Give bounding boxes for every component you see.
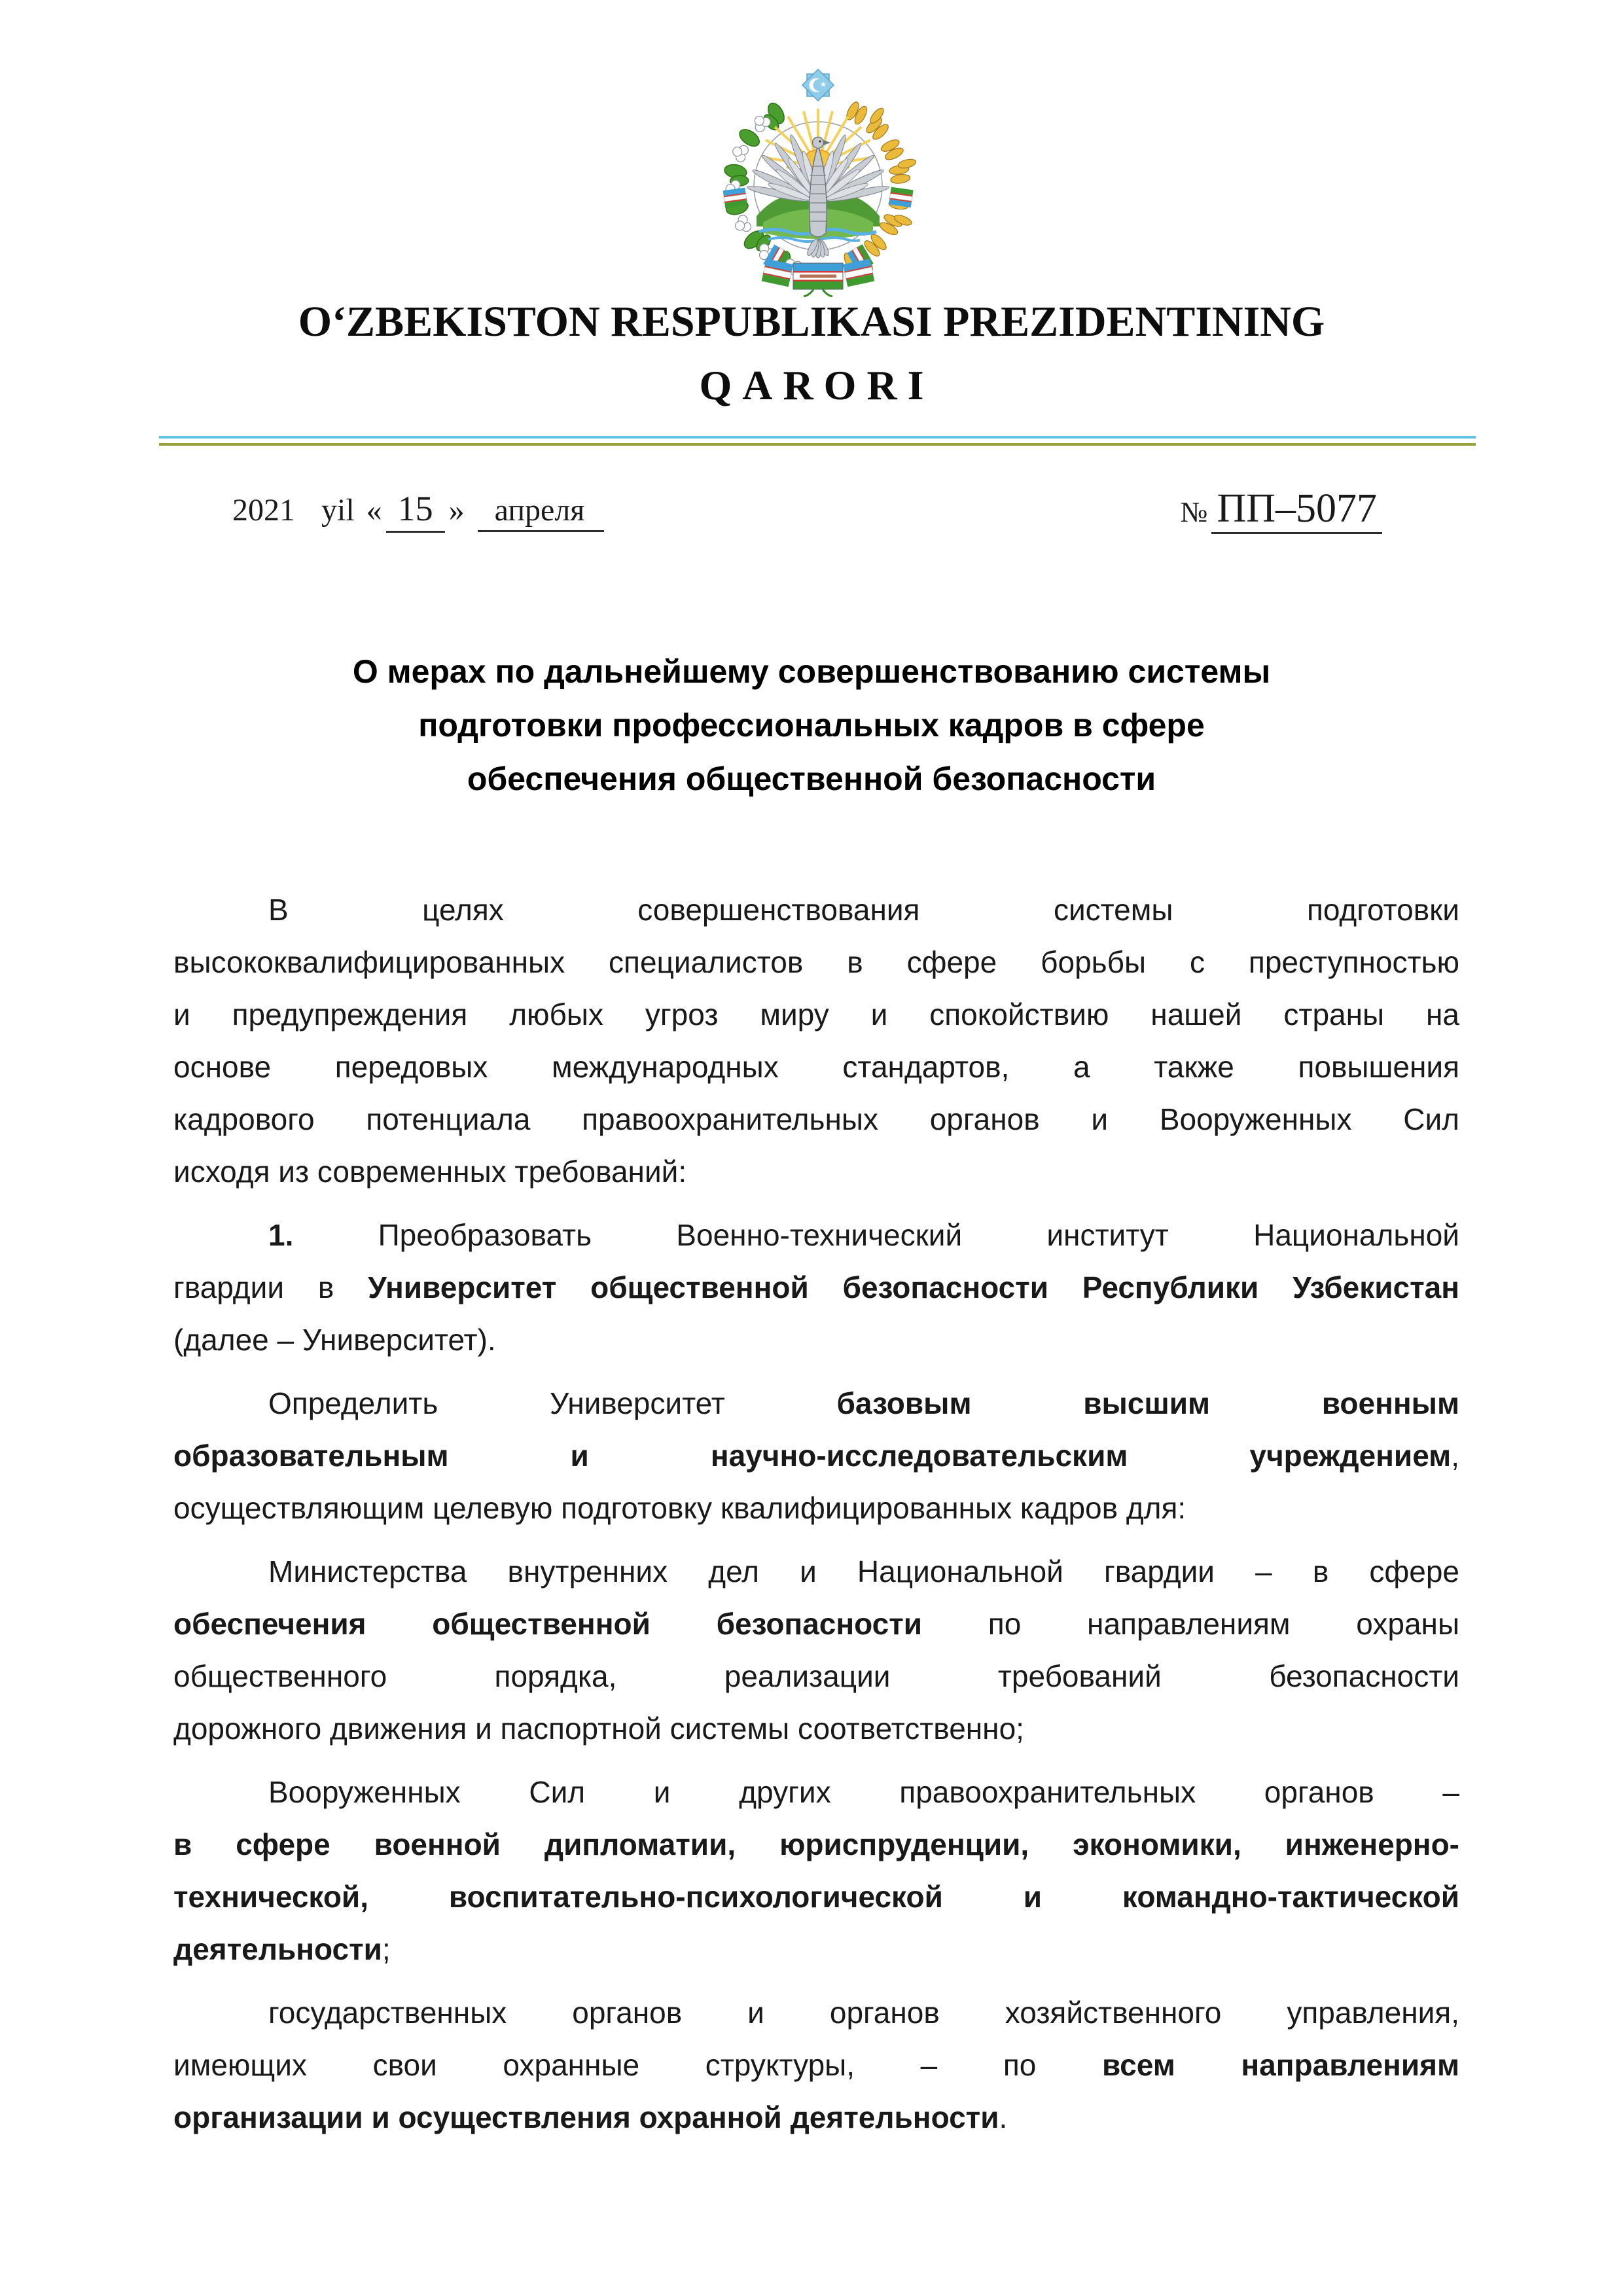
text-run: Вооруженных Сил и других правоохранительных органов – — [268, 1775, 1459, 1809]
bold-text-run: деятельности — [173, 1932, 382, 1966]
text-run: государственных органов и органов хозяйственного управления, — [268, 1996, 1459, 2030]
paragraph — [173, 1986, 1459, 2144]
text-run: Преобразовать Военно-технический институт Национальной — [378, 1218, 1459, 1252]
text-line — [173, 1650, 1459, 1702]
document-number — [1180, 486, 1382, 535]
date-year: 2021 — [232, 493, 295, 528]
title-line: О мерах по дальнейшему совершенствованию системы — [352, 653, 1271, 690]
text-line — [173, 1482, 1459, 1534]
text-run: общественного порядка, реализации требований безопасности — [173, 1659, 1459, 1693]
date-yil-label: yil — [321, 493, 355, 528]
document-date — [232, 486, 604, 533]
bold-text-run: образовательным и научно-исследовательским учреждением — [173, 1439, 1452, 1473]
text-run: и предупреждения любых угроз миру и спокойствию нашей страны на — [173, 997, 1459, 1031]
text-run: дорожного движения и паспортной системы соответственно; — [173, 1712, 1024, 1746]
text-line — [173, 1923, 1459, 1975]
bold-text-run: Университет общественной безопасности Республики Узбекистан — [368, 1270, 1459, 1304]
header-line-doctype: QARORI — [699, 362, 935, 408]
text-run: В целях совершенствования системы подготовки — [268, 893, 1459, 927]
date-day: 15 — [386, 489, 445, 533]
text-line — [173, 1145, 1459, 1198]
text-line — [173, 1314, 1459, 1366]
text-run: осуществляющим целевую подготовку квалифицированных кадров для: — [173, 1491, 1186, 1525]
bold-text-run: организации и осуществления охранной деятельности — [173, 2100, 999, 2134]
text-run: . — [999, 2100, 1008, 2134]
text-line — [173, 1702, 1459, 1755]
uzbekistan-state-emblem — [707, 68, 929, 297]
title-line: подготовки профессиональных кадров в сфере — [418, 707, 1205, 744]
paragraph — [173, 1766, 1459, 1975]
bold-text-run: 1. — [268, 1218, 378, 1252]
text-run: (далее – Университет). — [173, 1323, 496, 1357]
text-run: гвардии в — [173, 1270, 368, 1304]
text-run: по направлениям охраны — [922, 1607, 1460, 1641]
text-run: Определить Университет — [268, 1386, 837, 1420]
text-line — [173, 1598, 1459, 1650]
text-line — [173, 2091, 1459, 2144]
text-line — [173, 1041, 1459, 1093]
title-line: обеспечения общественной безопасности — [467, 761, 1156, 797]
rule-bottom-line — [159, 443, 1476, 446]
text-line — [173, 1986, 1459, 2039]
document-title — [0, 645, 1623, 806]
text-line — [173, 1429, 1459, 1482]
header-line-authority: O‘ZBEKISTON RESPUBLIKASI PREZIDENTINING — [298, 298, 1325, 346]
text-run: высококвалифицированных специалистов в сфере борьбы с преступностью — [173, 945, 1459, 979]
date-month: апреля — [478, 493, 605, 532]
text-run: исходя из современных требований: — [173, 1155, 687, 1189]
quote-close: » — [448, 493, 465, 528]
bold-text-run: технической, воспитательно-психологической и командно-тактической — [173, 1880, 1459, 1914]
paragraph — [173, 1545, 1459, 1755]
number-sign: № — [1180, 496, 1208, 528]
bold-text-run: всем направлениям — [1102, 2048, 1459, 2082]
text-run: имеющих свои охранные структуры, – по — [173, 2048, 1102, 2082]
text-run: основе передовых международных стандартов, а также повышения — [173, 1050, 1459, 1084]
number-value: ПП–5077 — [1211, 486, 1382, 534]
bold-text-run: базовым высшим военным — [836, 1386, 1459, 1420]
paragraph — [173, 1377, 1459, 1534]
rule-top-line — [159, 436, 1476, 439]
separator-rule — [159, 436, 1476, 446]
text-run: ; — [382, 1932, 391, 1966]
bold-text-run: в сфере военной дипломатии, юриспруденции, экономики, инженерно- — [173, 1827, 1459, 1861]
text-line — [173, 988, 1459, 1041]
quote-open: « — [366, 493, 382, 528]
bold-text-run: обеспечения общественной безопасности — [173, 1607, 923, 1641]
text-line — [173, 1261, 1459, 1314]
text-line — [173, 884, 1459, 936]
paragraph — [173, 1209, 1459, 1366]
text-line — [173, 1209, 1459, 1261]
text-line — [173, 1093, 1459, 1145]
text-line — [173, 1766, 1459, 1818]
text-line — [173, 936, 1459, 988]
text-run: Министерства внутренних дел и Национальной гвардии – в сфере — [268, 1554, 1459, 1588]
text-line — [173, 2039, 1459, 2091]
text-run: кадрового потенциала правоохранительных органов и Вооруженных Сил — [173, 1102, 1459, 1136]
text-line — [173, 1545, 1459, 1598]
body-paragraphs — [173, 884, 1459, 2155]
dateline — [0, 486, 1623, 558]
text-line — [173, 1377, 1459, 1429]
text-run: , — [1451, 1439, 1459, 1473]
paragraph — [173, 884, 1459, 1198]
text-line — [173, 1818, 1459, 1871]
text-line — [173, 1871, 1459, 1923]
